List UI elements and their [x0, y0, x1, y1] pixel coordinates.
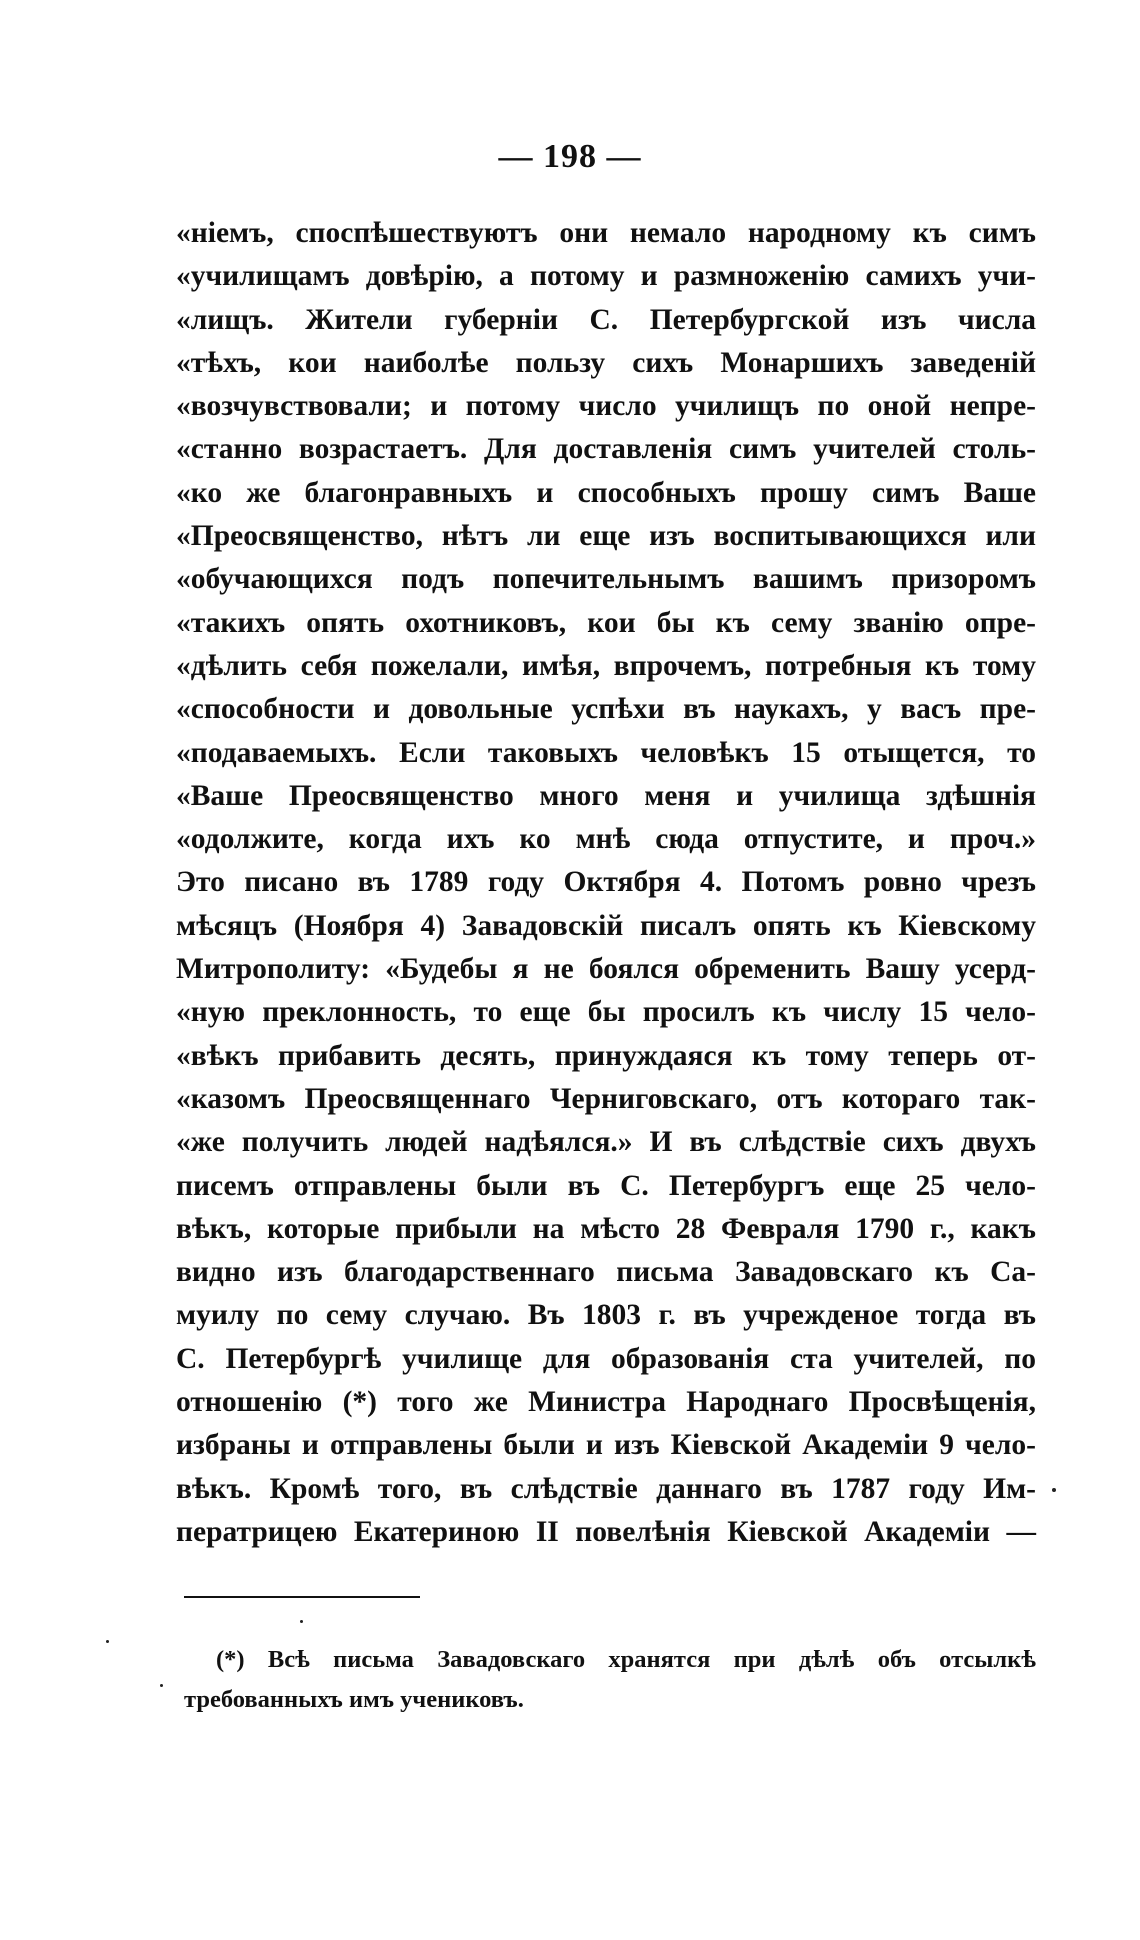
print-speck — [160, 1684, 163, 1687]
text-line: отношенiю (*) того же Министра Народнаго Просвѣщенiя, — [176, 1386, 1036, 1419]
text-line: мѣсяцъ (Ноября 4) Завадовскiй писалъ опять къ Кiевскому — [176, 909, 1036, 942]
print-speck — [1052, 1488, 1056, 1492]
print-speck — [300, 1620, 303, 1623]
text-line: муилу по сему случаю. Въ 1803 г. въ учрежденое тогда въ — [176, 1299, 1036, 1332]
text-line: писемъ отправлены были въ С. Петербургъ еще 25 чело- — [176, 1169, 1036, 1202]
footnote-separator — [184, 1596, 420, 1598]
footnote-line: (*) Всѣ письма Завадовскаго хранятся при дѣлѣ объ отсылкѣ — [216, 1646, 1036, 1673]
text-line: видно изъ благодарственнаго письма Завадовскаго къ Са- — [176, 1256, 1036, 1289]
text-line: «возчувствовали; и потому число училищъ по оной непре- — [176, 390, 1036, 423]
text-line: «ную преклонность, то еще бы просилъ къ числу 15 чело- — [176, 996, 1036, 1029]
footnote-line: требованныхъ имъ учениковъ. — [184, 1686, 524, 1713]
text-line: избраны и отправлены были и изъ Кiевской Академiи 9 чело- — [176, 1429, 1036, 1462]
text-line: «тѣхъ, кои наиболѣе пользу сихъ Монаршихъ заведенiй — [176, 346, 1036, 379]
page-number: — 198 — — [498, 138, 642, 175]
text-line: «нiемъ, споспѣшествуютъ они немало народному къ симъ — [176, 217, 1036, 249]
text-line: вѣкъ. Кромѣ того, въ слѣдствiе даннаго въ 1787 году Им- — [176, 1472, 1036, 1505]
text-line: «станно возрастаетъ. Для доставленiя симъ учителей столь- — [176, 433, 1036, 466]
text-line: Это писано въ 1789 году Октября 4. Потомъ ровно чрезъ — [176, 866, 1036, 899]
text-line: «ко же благонравныхъ и способныхъ прошу симъ Ваше — [176, 476, 1036, 509]
text-line: «Ваше Преосвященство много меня и училища здѣшнiя — [176, 779, 1036, 812]
text-line: «способности и довольные успѣхи въ наукахъ, у васъ пре- — [176, 693, 1036, 726]
footnote — [184, 1640, 1036, 1720]
text-line: «дѣлить себя пожелали, имѣя, впрочемъ, потребныя къ тому — [176, 649, 1036, 682]
text-line: «обучающихся подъ попечительнымъ вашимъ призоромъ — [176, 563, 1036, 596]
text-line: ператрицею Екатериною II повелѣнiя Кiевской Академiи — — [176, 1515, 1036, 1548]
text-line: «подаваемыхъ. Если таковыхъ человѣкъ 15 отыщется, то — [176, 736, 1036, 769]
text-line: вѣкъ, которые прибыли на мѣсто 28 Февраля 1790 г., какъ — [176, 1212, 1036, 1245]
text-line: «казомъ Преосвященнаго Черниговскаго, отъ котораго так- — [176, 1082, 1036, 1115]
text-line: «такихъ опять охотниковъ, кои бы къ сему званiю опре- — [176, 606, 1036, 639]
text-line: «же получить людей надѣялся.» И въ слѣдствiе сихъ двухъ — [176, 1126, 1036, 1159]
text-line: Митрополиту: «Будебы я не боялся обременить Вашу усерд- — [176, 953, 1036, 986]
text-line: «одолжите, когда ихъ ко мнѣ сюда отпустите, и проч.» — [176, 823, 1036, 856]
text-line: «лищъ. Жители губернiи С. Петербургской изъ числа — [176, 303, 1036, 336]
text-line: «Преосвященство, нѣтъ ли еще изъ воспитывающихся или — [176, 520, 1036, 553]
main-text-block — [176, 212, 1036, 1554]
print-speck — [106, 1640, 109, 1643]
text-line: «вѣкъ прибавить десять, принуждаяся къ тому теперь от- — [176, 1039, 1036, 1072]
text-line: «училищамъ довѣрiю, а потому и размноженiю самихъ учи- — [176, 260, 1036, 293]
text-line: С. Петербургѣ училище для образованiя ста учителей, по — [176, 1342, 1036, 1375]
